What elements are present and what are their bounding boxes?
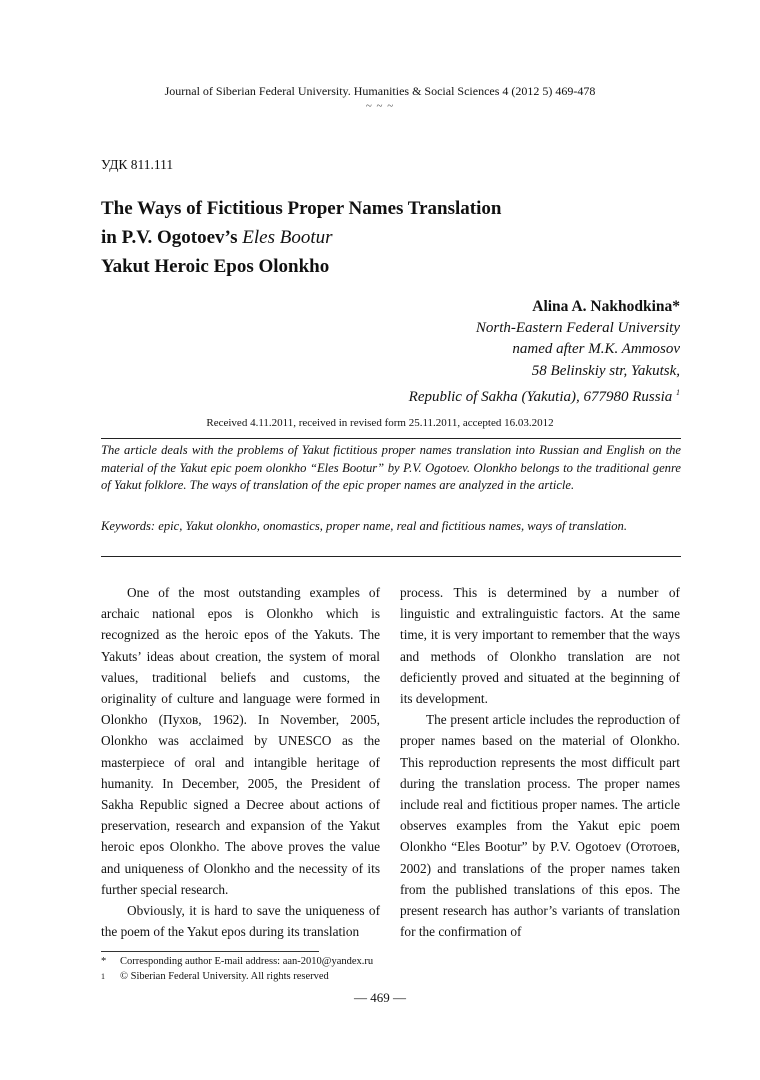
abstract: The article deals with the problems of Yakut fictitious proper names translation into Russian and English on the material of the Yakut epic poem olonkho “Eles Bootur” by P.V. Ogotoev. Olonkho belongs to the traditional genre of Yakut folklore. The ways of translation of the epic proper names are analyzed in the article.: [101, 443, 681, 492]
title-line-2: [101, 223, 661, 252]
footnote-rule: [101, 951, 319, 952]
affiliation-line-3: 58 Belinskiy str, Yakutsk,: [531, 362, 680, 379]
body-paragraph: Obviously, it is hard to save the uniqueness of the poem of the Yakut epos during its translation: [101, 903, 380, 940]
footnote: [101, 954, 373, 969]
title-line-2-italic: Eles Bootur: [242, 227, 333, 248]
footnote: [101, 969, 373, 984]
affiliation-line-2: named after M.K. Ammosov: [512, 341, 680, 357]
affiliation-footnote-mark: 1: [676, 388, 680, 397]
title-line-1: The Ways of Fictitious Proper Names Translation: [101, 198, 502, 219]
footnote-text: © Siberian Federal University. All rights reserved: [120, 971, 329, 982]
affiliation-line-4: [409, 382, 680, 409]
abstract-bottom-rule: [101, 556, 681, 557]
body-column-right: [400, 582, 680, 942]
body-paragraph: process. This is determined by a number of linguistic and extralinguistic factors. At the same time, it is very important to remember that the ways and methods of Olonkho translation are not deficiently proved and situated at the beginning of its development.: [400, 585, 680, 707]
body-paragraph: One of the most outstanding examples of archaic national epos is Olonkho which is recognized as the heroic epos of the Yakuts. The Yakuts’ ideas about creation, the system of moral values, traditional beliefs and customs, the originality of culture and language were formed in Olonkho (Пухов, 1962). In November, 2005, Olonkho was acclaimed by UNESCO as the masterpiece of oral and intangible heritage of humanity. In December, 2005, the President of Sakha Republic signed a Decree about actions of preservation, research and expansion of the Yakut heroic epos Olonkho. The above proves the value and uniqueness of Olonkho and the necessity of its further special research.: [101, 585, 380, 897]
keywords: Keywords: epic, Yakut olonkho, onomastics, proper name, real and fictitious names, ways of translation.: [101, 519, 627, 533]
abstract-top-rule: [101, 438, 681, 439]
footnotes: [101, 954, 373, 984]
title-line-2-main: in P.V. Ogotoev’s: [101, 227, 243, 248]
footnote-text: Corresponding author E-mail address: aan-2010@yandex.ru: [120, 956, 374, 967]
footnote-mark: *: [101, 956, 107, 967]
journal-header: Journal of Siberian Federal University. Humanities & Social Sciences 4 (2012 5) 469-478: [164, 84, 596, 98]
affiliation-address: Republic of Sakha (Yakutia), 677980 Russia: [408, 389, 676, 405]
page-number: — 469 —: [354, 990, 406, 1005]
header-ornament: ~ ~ ~: [365, 100, 395, 112]
title-line-3: Yakut Heroic Epos Olonkho: [101, 256, 330, 277]
received-dates: Received 4.11.2011, received in revised form 25.11.2011, accepted 16.03.2012: [206, 417, 554, 429]
body-paragraph: The present article includes the reproduction of proper names based on the material of Olonkho. This reproduction represents the most difficult part during the translation process. The proper names include real and fictitious proper names. The article observes examples from the Yakut epic poem Olonkho “Eles Bootur” by P.V. Ogotoev (Ототоев, 2002) and translations of the proper names taken from the published translations of this epos. The present research has author’s variants of translation for the confirmation of: [400, 712, 680, 940]
footnote-mark: 1: [101, 972, 105, 981]
affiliation-line-1: North-Eastern Federal University: [475, 319, 680, 336]
udk-code: УДК 811.111: [101, 157, 174, 172]
article-title: [101, 194, 661, 281]
author-block: [409, 296, 680, 409]
body-column-left: [101, 582, 380, 942]
author-name: Alina A. Nakhodkina*: [532, 298, 680, 315]
